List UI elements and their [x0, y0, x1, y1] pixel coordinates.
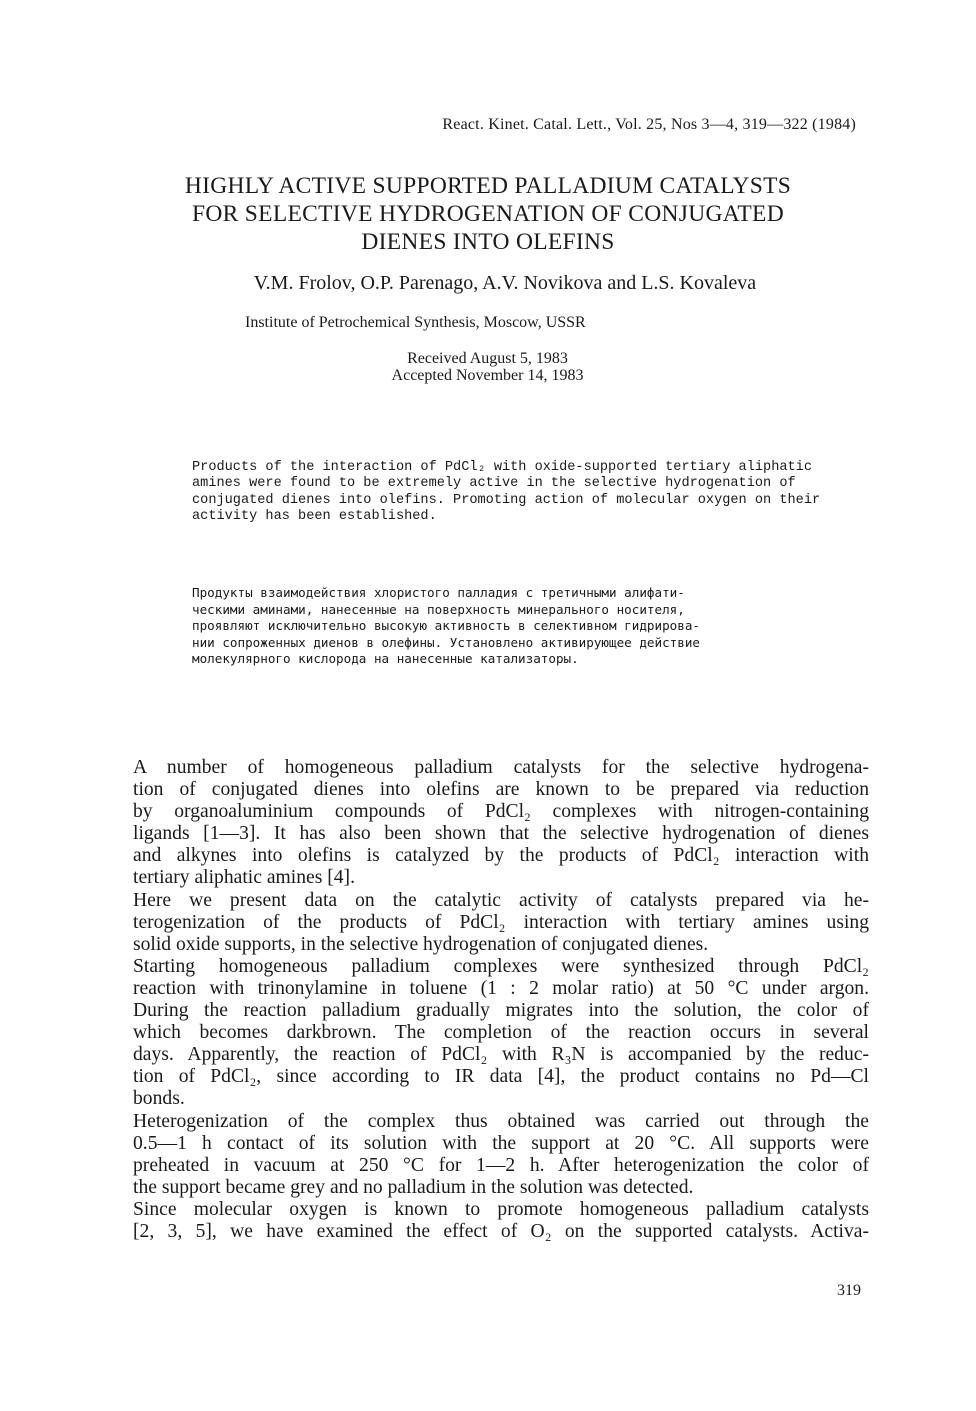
body-line: days. Apparently, the reaction of PdCl₂ with R₃N is accompanied by the reduc-	[133, 1044, 869, 1066]
abstract-russian	[192, 585, 868, 668]
body-line: solid oxide supports, in the selective hydrogenation of conjugated dienes.	[133, 933, 709, 955]
body-line: preheated in vacuum at 250 °C for 1—2 h. After heterogenization the color of	[133, 1154, 869, 1176]
article-dates	[300, 350, 675, 384]
institute: Institute of Petrochemical Synthesis, Moscow, USSR	[245, 314, 586, 331]
body-line: A number of homogeneous palladium catalysts for the selective hydrogena-	[133, 757, 869, 778]
body-line: During the reaction palladium gradually migrates into the solution, the color of	[133, 1000, 869, 1022]
body-line: Since molecular oxygen is known to promote homogeneous palladium catalysts	[133, 1198, 869, 1220]
body-line: terogenization of the products of PdCl₂ interaction with tertiary amines using	[133, 911, 869, 933]
abstract-line: Продукты взаимодействия хлористого палладия с третичными алифати-	[192, 585, 685, 600]
received-date: Received August 5, 1983	[407, 350, 568, 367]
abstract-line: проявляют исключительно высокую активность в селективном гидрирова-	[192, 618, 700, 634]
body-line: reaction with trinonylamine in toluene (1 : 2 molar ratio) at 50 °C under argon.	[133, 977, 869, 999]
body-line: Here we present data on the catalytic activity of catalysts prepared via he-	[133, 889, 869, 911]
body-line: by organoaluminium compounds of PdCl₂ complexes with nitrogen-containing	[133, 801, 869, 823]
article-title	[100, 172, 876, 256]
title-line: DIENES INTO OLEFINS	[361, 229, 615, 255]
journal-citation: React. Kinet. Catal. Lett., Vol. 25, Nos 3—4, 319—322 (1984)	[442, 116, 856, 133]
body-line: Heterogenization of the complex thus obtained was carried out through the	[133, 1110, 869, 1132]
accepted-date: Accepted November 14, 1983	[391, 367, 584, 384]
body-line: ligands [1—3]. It has also been shown that the selective hydrogenation of dienes	[133, 823, 869, 845]
body-line: tion of conjugated dienes into olefins are known to be prepared via reduction	[133, 779, 869, 801]
abstract-line: нии сопроженных диенов в олефины. Установлено активирующее действие	[192, 634, 700, 650]
abstract-line: amines were found to be extremely active in the selective hydrogenation of	[192, 476, 796, 492]
body-line: the support became grey and no palladium in the solution was detected.	[133, 1176, 694, 1198]
page-number: 319	[837, 1282, 861, 1299]
body-line: [2, 3, 5], we have examined the effect of O₂ on the supported catalysts. Activa-	[133, 1220, 869, 1242]
body-line: which becomes darkbrown. The completion of the reaction occurs in several	[133, 1022, 869, 1044]
abstract-english	[192, 460, 868, 525]
body-line: and alkynes into olefins is catalyzed by the products of PdCl₂ interaction with	[133, 845, 869, 867]
abstract-line: ческими аминами, нанесенные на поверхность минерального носителя,	[192, 601, 685, 617]
abstract-line: молекулярного кислорода на нанесенные катализаторы.	[192, 651, 579, 667]
title-line: FOR SELECTIVE HYDROGENATION OF CONJUGATED	[192, 201, 784, 227]
title-line: HIGHLY ACTIVE SUPPORTED PALLADIUM CATALYSTS	[184, 173, 792, 199]
body-line: tertiary aliphatic amines [4].	[133, 867, 355, 889]
abstract-line: conjugated dienes into olefins. Promoting action of molecular oxygen on their	[192, 492, 821, 508]
abstract-line: activity has been established.	[192, 508, 437, 524]
body-line: tion of PdCl₂, since according to IR data [4], the product contains no Pd—Cl	[133, 1066, 869, 1088]
body-line: 0.5—1 h contact of its solution with the support at 20 °C. All supports were	[133, 1132, 869, 1154]
body-line: Starting homogeneous palladium complexes were synthesized through PdCl₂	[133, 955, 869, 977]
article-body	[133, 757, 869, 1243]
authors: V.M. Frolov, O.P. Parenago, A.V. Novikova and L.S. Kovaleva	[253, 272, 757, 294]
body-line: bonds.	[133, 1088, 185, 1110]
abstract-line: Products of the interaction of PdCl₂ with oxide-supported tertiary aliphatic	[192, 460, 812, 475]
